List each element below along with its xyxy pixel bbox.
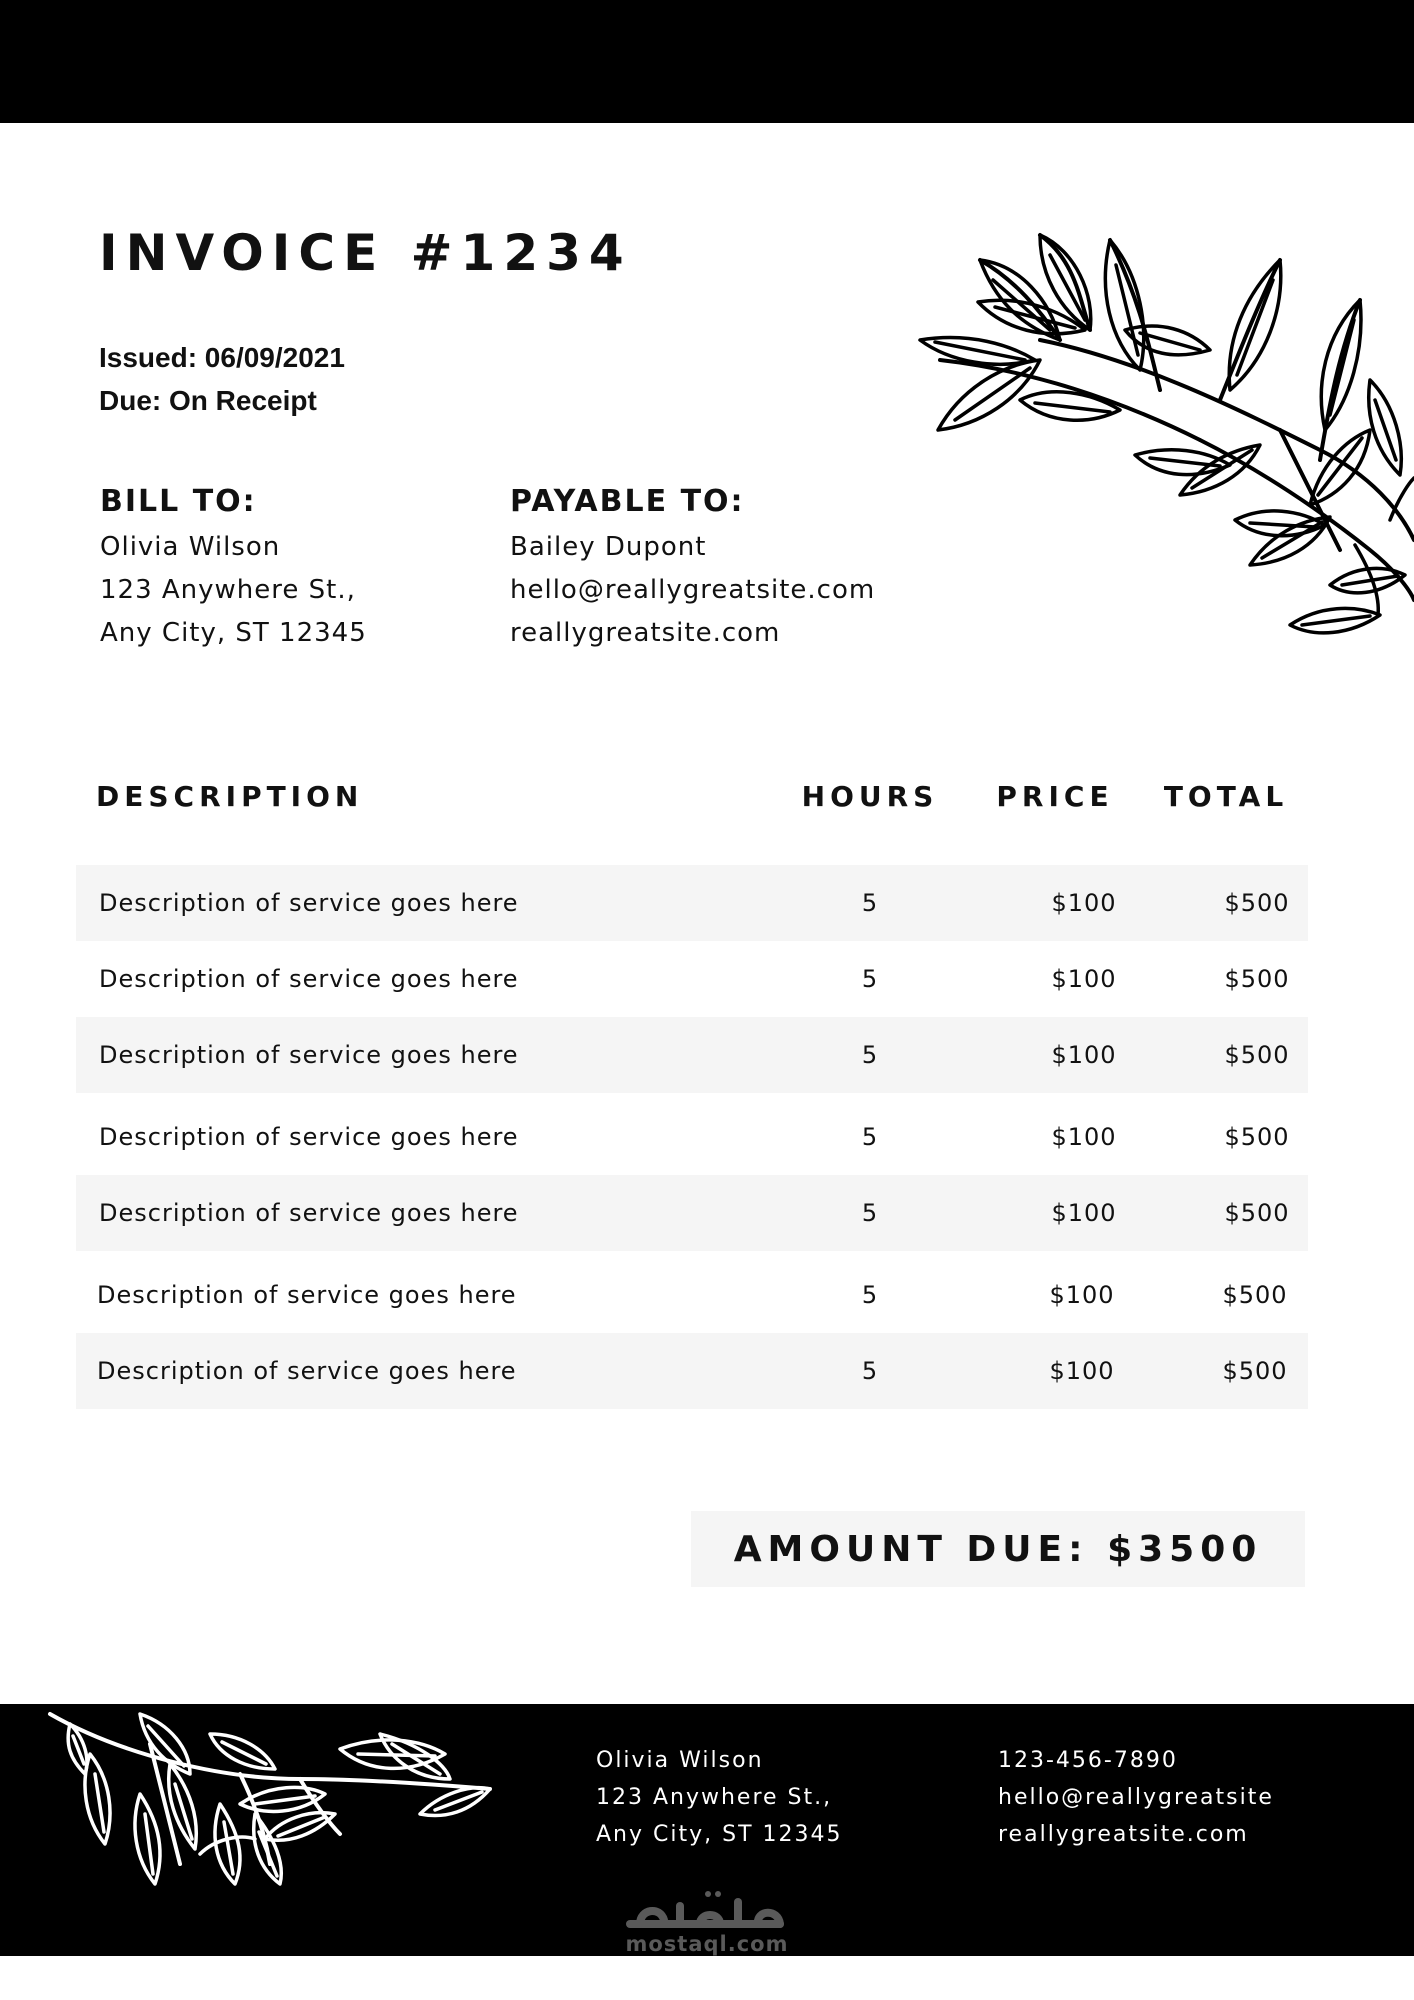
table-row [76,941,1308,1017]
payable-to-heading: PAYABLE TO: [510,484,745,519]
due-date: Due: On Receipt [99,385,317,416]
footer-address-line2: Any City, ST 12345 [596,1822,843,1847]
watermark [620,1884,794,1956]
row-description: Description of service goes here [99,1199,519,1227]
row-total: $500 [1222,1357,1288,1385]
table-row [76,1333,1308,1409]
bill-to-heading: BILL TO: [100,484,257,519]
row-total: $500 [1224,1199,1290,1227]
bill-to-address-line1: 123 Anywhere St., [100,575,356,605]
row-hours: 5 [861,965,879,993]
payable-to-name: Bailey Dupont [510,532,707,562]
table-row [76,865,1308,941]
row-total: $500 [1224,965,1290,993]
header-hours: HOURS [801,780,939,813]
bill-to-section [100,480,367,655]
table-row [76,1257,1308,1333]
row-price: $100 [1051,1199,1117,1227]
table-row [76,1099,1308,1175]
table-header [76,770,1308,826]
row-description: Description of service goes here [97,1357,517,1385]
row-price: $100 [1049,1357,1115,1385]
invoice-title: INVOICE #1234 [99,224,632,282]
row-description: Description of service goes here [97,1281,517,1309]
footer-email: hello@reallygreatsite [998,1785,1274,1810]
row-description: Description of service goes here [99,965,519,993]
row-hours: 5 [861,889,879,917]
table-body [76,865,1308,1409]
table-row [76,1017,1308,1093]
row-hours: 5 [861,1041,879,1069]
table-row [76,1175,1308,1251]
payable-to-website: reallygreatsite.com [510,618,781,648]
row-price: $100 [1051,1041,1117,1069]
footer-phone: 123-456-7890 [998,1748,1178,1773]
row-hours: 5 [861,1123,879,1151]
row-description: Description of service goes here [99,889,519,917]
row-hours: 5 [861,1199,879,1227]
row-price: $100 [1049,1281,1115,1309]
footer-contact [998,1742,1274,1853]
row-price: $100 [1051,965,1117,993]
payable-to-email: hello@reallygreatsite.com [510,575,876,605]
row-price: $100 [1051,1123,1117,1151]
issued-date: Issued: 06/09/2021 [99,342,345,373]
mostaql-logo-icon [620,1884,794,1932]
row-total: $500 [1224,889,1290,917]
top-bar [0,0,1414,123]
row-description: Description of service goes here [99,1123,519,1151]
watermark-text: mostaql.com [625,1932,789,1956]
footer-address-line1: 123 Anywhere St., [596,1785,833,1810]
bill-to-name: Olivia Wilson [100,532,281,562]
footer-website: reallygreatsite.com [998,1822,1249,1847]
invoice-dates [99,336,345,422]
row-total: $500 [1224,1123,1290,1151]
header-total: TOTAL [1163,780,1289,813]
header-description: DESCRIPTION [96,780,364,813]
leaf-branch-icon [900,220,1414,660]
payable-to-section [510,480,875,655]
footer-address [596,1742,843,1853]
leaf-branch-icon [40,1704,500,1890]
amount-due: AMOUNT DUE: $3500 [691,1511,1305,1587]
header-price: PRICE [996,780,1114,813]
row-description: Description of service goes here [99,1041,519,1069]
row-price: $100 [1051,889,1117,917]
services-table [76,770,1308,1385]
row-total: $500 [1222,1281,1288,1309]
row-total: $500 [1224,1041,1290,1069]
bill-to-address-line2: Any City, ST 12345 [100,618,367,648]
footer-name: Olivia Wilson [596,1748,764,1773]
row-hours: 5 [861,1357,879,1385]
row-hours: 5 [861,1281,879,1309]
